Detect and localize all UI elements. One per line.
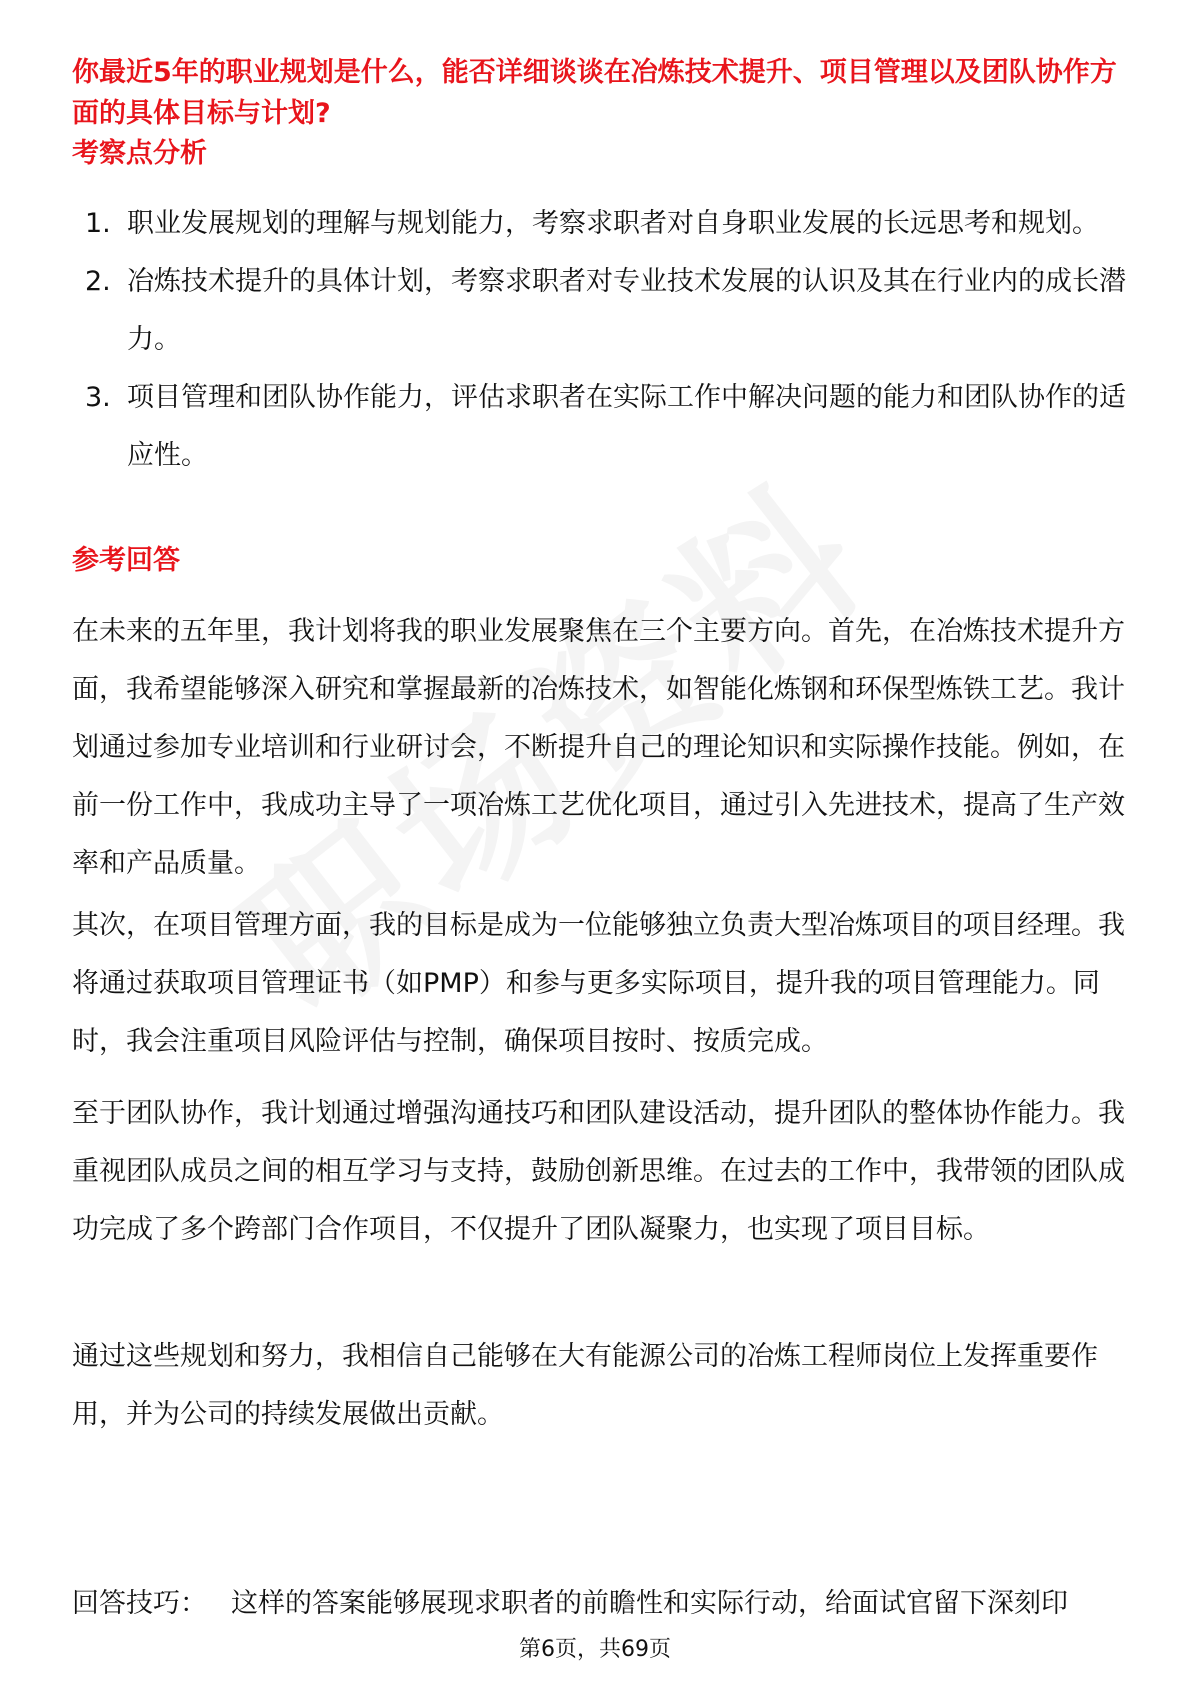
list-item-number: 1. (85, 208, 111, 239)
answer-paragraph: 在未来的五年里，我计划将我的职业发展聚焦在三个主要方向。首先，在冶炼技术提升方面，我希望能够深入研究和掌握最新的冶炼技术，如智能化炼钢和环保型炼铁工艺。我计划通过参加专业培训和行业研讨会，不断提升自己的理论知识和实际操作技能。例如，在前一份工作中，我成功主导了一项冶炼工艺优化项目，通过引入先进技术，提高了生产效率和产品质量。 (72, 616, 1125, 879)
answer-tip (72, 1584, 1132, 1624)
list-item (72, 369, 1132, 485)
list-item-text: 项目管理和团队协作能力，评估求职者在实际工作中解决问题的能力和团队协作的适应性。 (127, 382, 1126, 471)
answer-paragraph: 通过这些规划和努力，我相信自己能够在大有能源公司的冶炼工程师岗位上发挥重要作用，并为公司的持续发展做出贡献。 (72, 1341, 1098, 1430)
list-item-text: 冶炼技术提升的具体计划，考察求职者对专业技术发展的认识及其在行业内的成长潜力。 (127, 266, 1126, 355)
list-item-number: 3. (85, 382, 111, 413)
list-item-number: 2. (85, 266, 111, 297)
tip-label: 回答技巧： (72, 1588, 207, 1619)
answer-heading: 参考回答 (72, 545, 180, 576)
page-footer: 第6页，共69页 (519, 1637, 671, 1662)
question-title: 你最近5年的职业规划是什么，能否详细谈谈在冶炼技术提升、项目管理以及团队协作方面的具体目标与计划? (72, 57, 1117, 129)
analysis-list (72, 195, 1132, 485)
tip-text: 这样的答案能够展现求职者的前瞻性和实际行动，给面试官留下深刻印 (231, 1588, 1068, 1619)
list-item-text: 职业发展规划的理解与规划能力，考察求职者对自身职业发展的长远思考和规划。 (127, 208, 1099, 239)
analysis-heading: 考察点分析 (72, 138, 207, 169)
list-item (72, 195, 1132, 253)
list-item (72, 253, 1132, 369)
answer-paragraph: 其次，在项目管理方面，我的目标是成为一位能够独立负责大型冶炼项目的项目经理。我将通过获取项目管理证书（如PMP）和参与更多实际项目，提升我的项目管理能力。同时，我会注重项目风险评估与控制，确保项目按时、按质完成。 (72, 910, 1125, 1057)
answer-paragraph: 至于团队协作，我计划通过增强沟通技巧和团队建设活动，提升团队的整体协作能力。我重视团队成员之间的相互学习与支持，鼓励创新思维。在过去的工作中，我带领的团队成功完成了多个跨部门合作项目，不仅提升了团队凝聚力，也实现了项目目标。 (72, 1098, 1125, 1245)
